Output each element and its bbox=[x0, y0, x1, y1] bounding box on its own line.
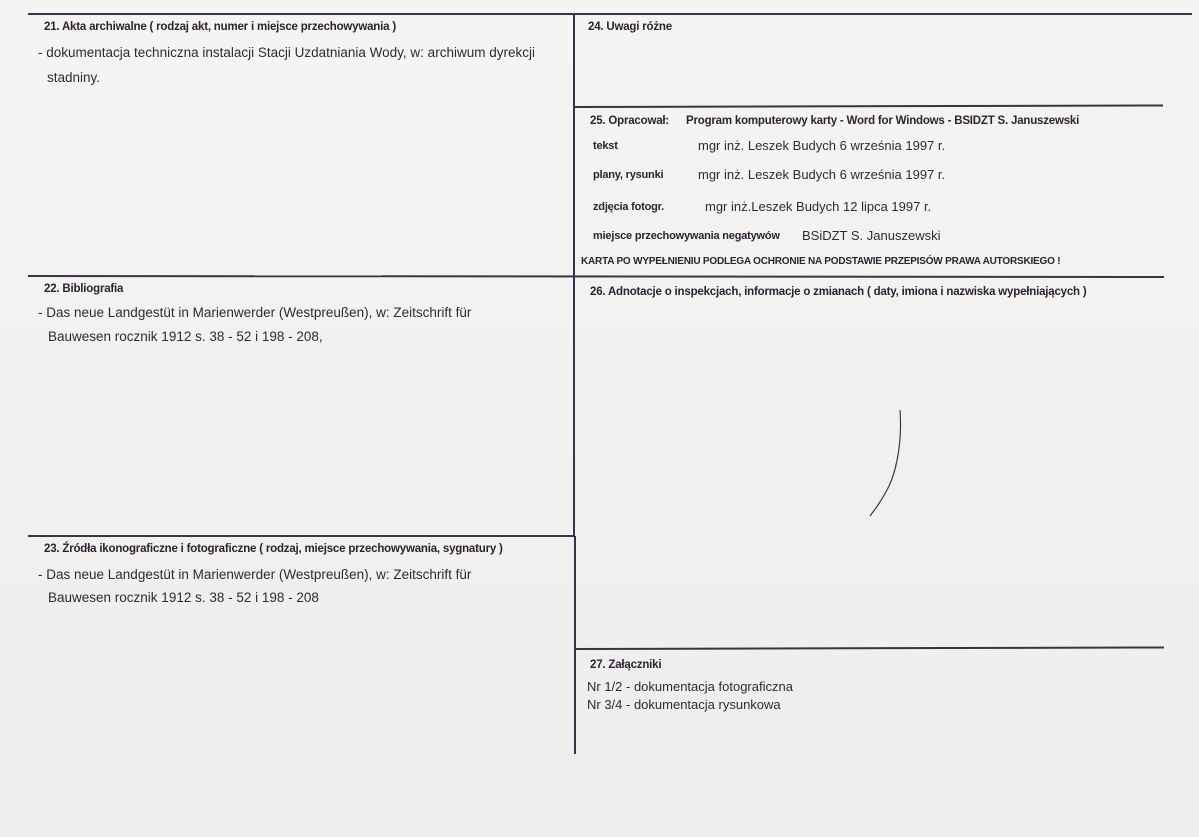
section-21-heading: 21. Akta archiwalne ( rodzaj akt, numer i miejsce przechowywania ) bbox=[44, 21, 396, 33]
section-25-value-plans: mgr inż. Leszek Budych 6 września 1997 r. bbox=[698, 167, 946, 182]
copyright-warning: KARTA PO WYPEŁNIENIU PODLEGA OCHRONIE NA PODSTAWIE PRZEPISÓW PRAWA AUTORSKIEGO ! bbox=[581, 256, 1061, 267]
pen-stroke-mark bbox=[868, 408, 908, 518]
section-22-line-2: Bauwesen rocznik 1912 s. 38 - 52 i 198 - 208, bbox=[48, 329, 323, 344]
section-25-heading-value: Program komputerowy karty - Word for Windows - BSIDZT S. Januszewski bbox=[686, 115, 1080, 127]
section-23-line-1: - Das neue Landgestüt in Marienwerder (Westpreußen), w: Zeitschrift für bbox=[38, 567, 472, 582]
section-25-value-photos: mgr inż.Leszek Budych 12 lipca 1997 r. bbox=[705, 199, 932, 214]
section-25-heading-label: 25. Opracował: bbox=[590, 115, 670, 127]
section-27-line-2: Nr 3/4 - dokumentacja rysunkowa bbox=[587, 697, 781, 712]
section-25-label-photos: zdjęcia fotogr. bbox=[593, 201, 664, 213]
section-23-heading: 23. Źródła ikonograficzne i fotograficzne ( rodzaj, miejsce przechowywania, sygnatury ) bbox=[44, 543, 503, 555]
divider-22-23 bbox=[28, 535, 574, 537]
section-25-value-text: mgr inż. Leszek Budych 6 września 1997 r. bbox=[698, 138, 946, 153]
section-25-value-negatives: BSiDZT S. Januszewski bbox=[802, 228, 941, 243]
center-divider-lower bbox=[574, 536, 576, 754]
section-22-line-1: - Das neue Landgestüt in Marienwerder (Westpreußen), w: Zeitschrift für bbox=[38, 305, 472, 320]
section-25-label-negatives: miejsce przechowywania negatywów bbox=[593, 230, 780, 242]
section-24-heading: 24. Uwagi różne bbox=[588, 21, 672, 33]
section-25-label-text: tekst bbox=[593, 140, 618, 152]
section-21-line-1: - dokumentacja techniczna instalacji Stacji Uzdatniania Wody, w: archiwum dyrekcji bbox=[38, 45, 535, 60]
top-border bbox=[28, 13, 1192, 15]
section-27-heading: 27. Załączniki bbox=[590, 659, 662, 671]
divider-upper-lower bbox=[28, 275, 1164, 278]
divider-24-25 bbox=[573, 104, 1163, 108]
section-25-label-plans: plany, rysunki bbox=[593, 169, 664, 181]
divider-26-27 bbox=[574, 646, 1164, 650]
section-23-line-2: Bauwesen rocznik 1912 s. 38 - 52 i 198 - 208 bbox=[48, 590, 319, 605]
section-27-line-1: Nr 1/2 - dokumentacja fotograficzna bbox=[587, 679, 793, 694]
section-21-line-2: stadniny. bbox=[47, 70, 101, 85]
section-22-heading: 22. Bibliografia bbox=[44, 283, 124, 295]
section-26-heading: 26. Adnotacje o inspekcjach, informacje o zmianach ( daty, imiona i nazwiska wypełniających ) bbox=[590, 286, 1087, 298]
